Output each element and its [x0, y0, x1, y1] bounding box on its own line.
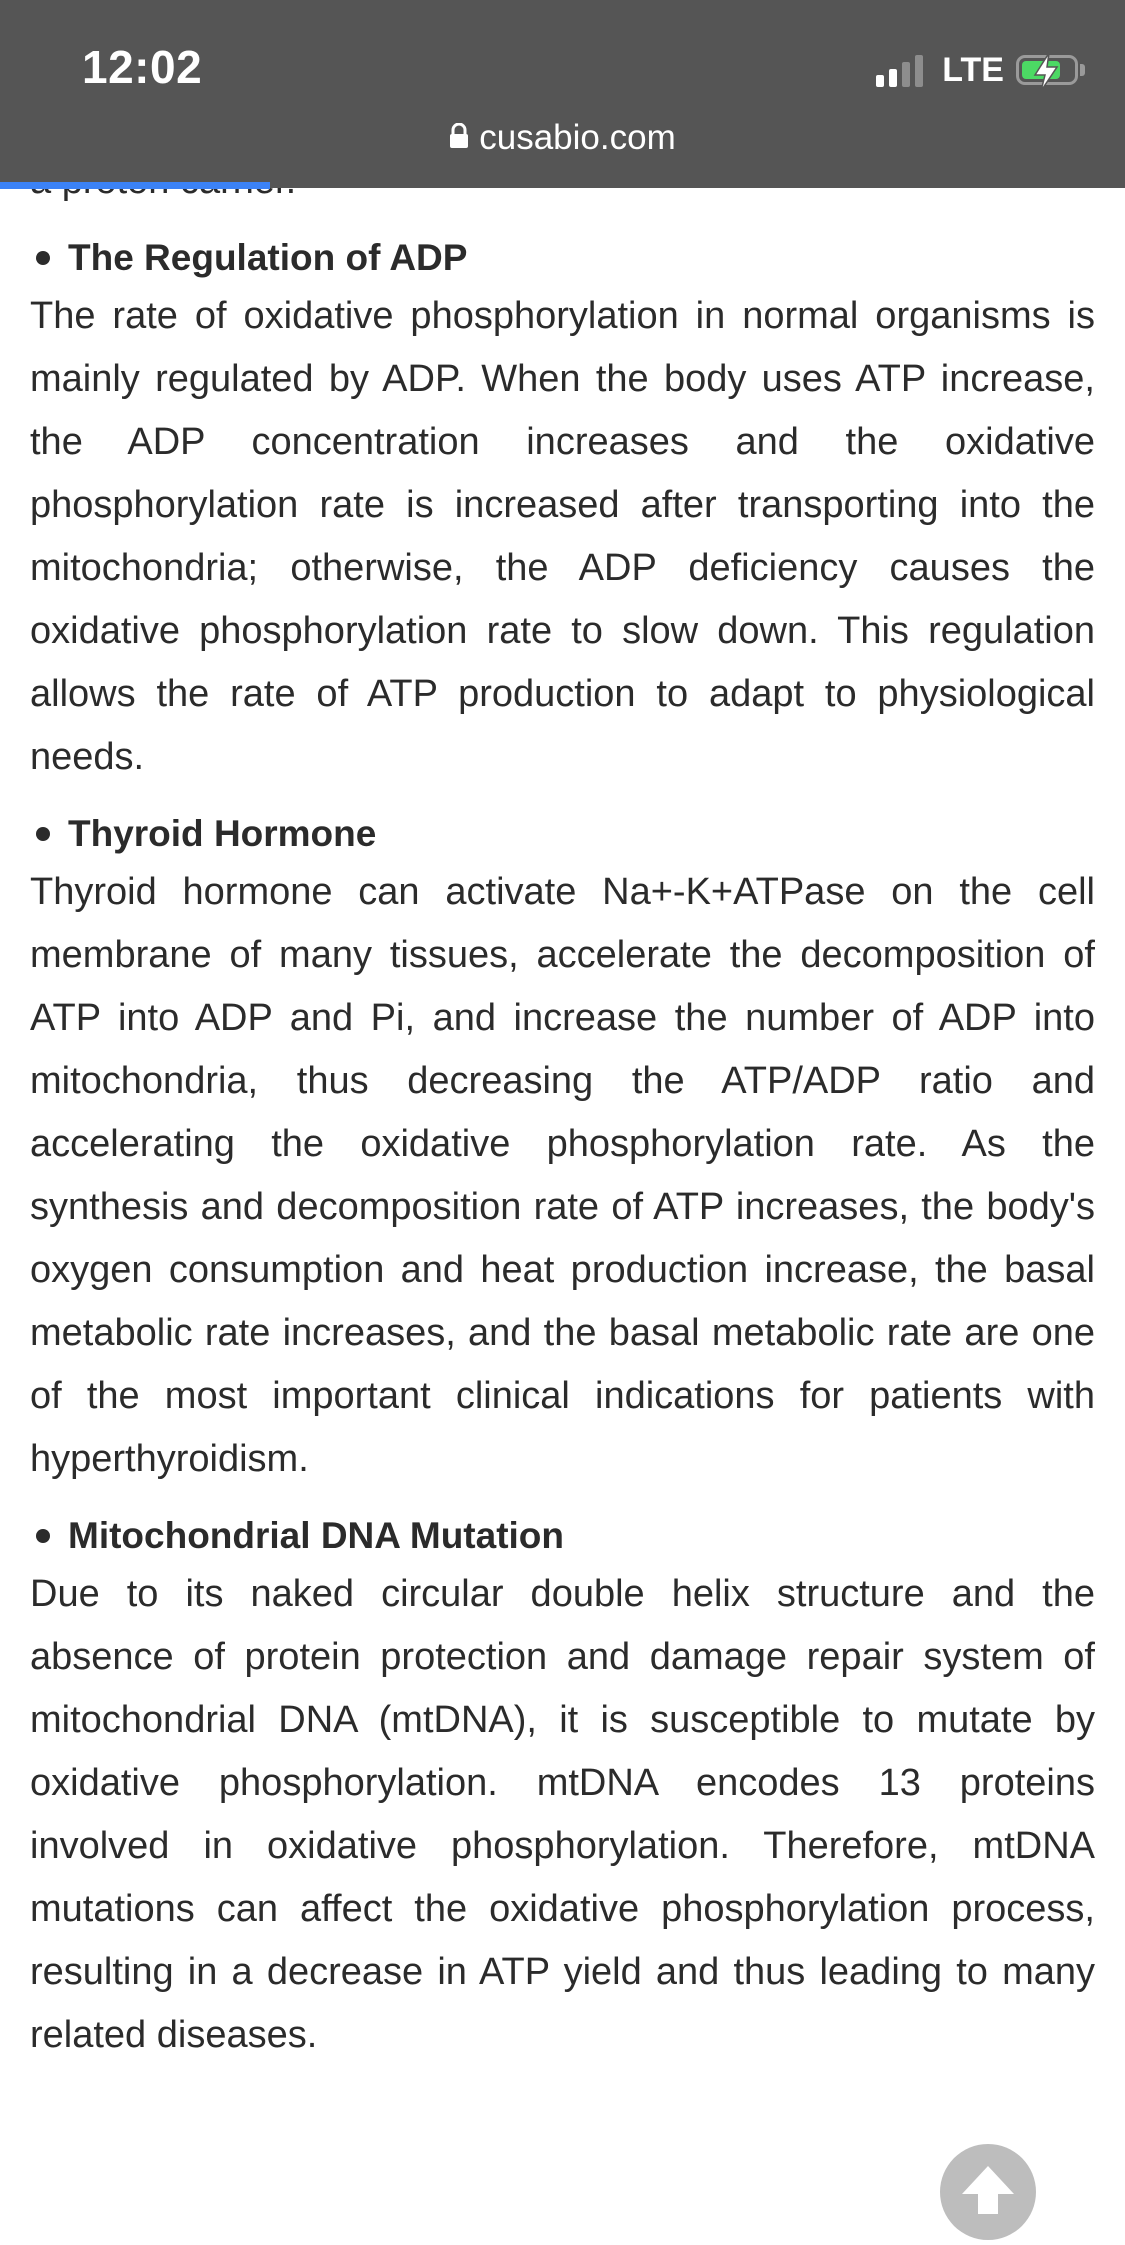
scroll-to-top-button[interactable] — [940, 2144, 1036, 2240]
bullet-icon — [36, 251, 50, 265]
section-heading — [30, 1509, 1095, 1563]
section-heading — [30, 231, 1095, 285]
address-bar[interactable] — [0, 118, 1125, 158]
arrow-up-icon — [940, 2144, 1036, 2240]
battery-cap — [1080, 64, 1085, 76]
section-paragraph: The rate of oxidative phosphorylation in normal organisms is mainly regulated by ADP. When the body uses ATP increase, the ADP concentration increases and the oxidative phosphorylation rate is increased after transporting into the mitochondria; otherwise, the ADP deficiency causes the oxidative phosphorylation rate to slow down. This regulation allows the rate of ATP production to adapt to physiological needs. — [30, 295, 1095, 778]
bullet-icon — [36, 1529, 50, 1543]
url-text: cusabio.com — [479, 118, 676, 157]
browser-top-bar — [0, 0, 1125, 188]
article-content — [30, 150, 1095, 2067]
section-heading — [30, 807, 1095, 861]
section-heading-text: Mitochondrial DNA Mutation — [68, 1515, 565, 1556]
lock-icon — [449, 123, 469, 149]
section-paragraph: Due to its naked circular double helix structure and the absence of protein protection and damage repair system of mitochondrial DNA (mtDNA), it is susceptible to mutate by oxidative phosphorylation. mtDNA encodes 13 proteins involved in oxidative phosphorylation. Therefore, mtDNA mutations can affect the oxidative phosphorylation process, resulting in a decrease in ATP yield and thus leading to many related diseases. — [30, 1573, 1095, 2056]
section-paragraph: Thyroid hormone can activate Na+-K+ATPase on the cell membrane of many tissues, accelerate the decomposition of ATP into ADP and Pi, and increase the number of ADP into mitochondria, thus decreasing the ATP/ADP ratio and accelerating the oxidative phosphorylation rate. As the synthesis and decomposition rate of ATP increases, the body's oxygen consumption and heat production increase, the basal metabolic rate increases, and the basal metabolic rate are one of the most important clinical indications for patients with hyperthyroidism. — [30, 871, 1095, 1480]
network-type: LTE — [942, 50, 1004, 89]
status-time: 12:02 — [82, 41, 203, 93]
section-heading-text: The Regulation of ADP — [68, 237, 468, 278]
section-heading-text: Thyroid Hormone — [68, 813, 377, 854]
page-load-progress — [0, 182, 270, 189]
status-indicators — [876, 48, 1085, 92]
battery-icon — [1016, 55, 1078, 85]
bullet-icon — [36, 827, 50, 841]
signal-strength-icon — [876, 53, 928, 87]
charging-bolt-icon — [1031, 53, 1061, 91]
